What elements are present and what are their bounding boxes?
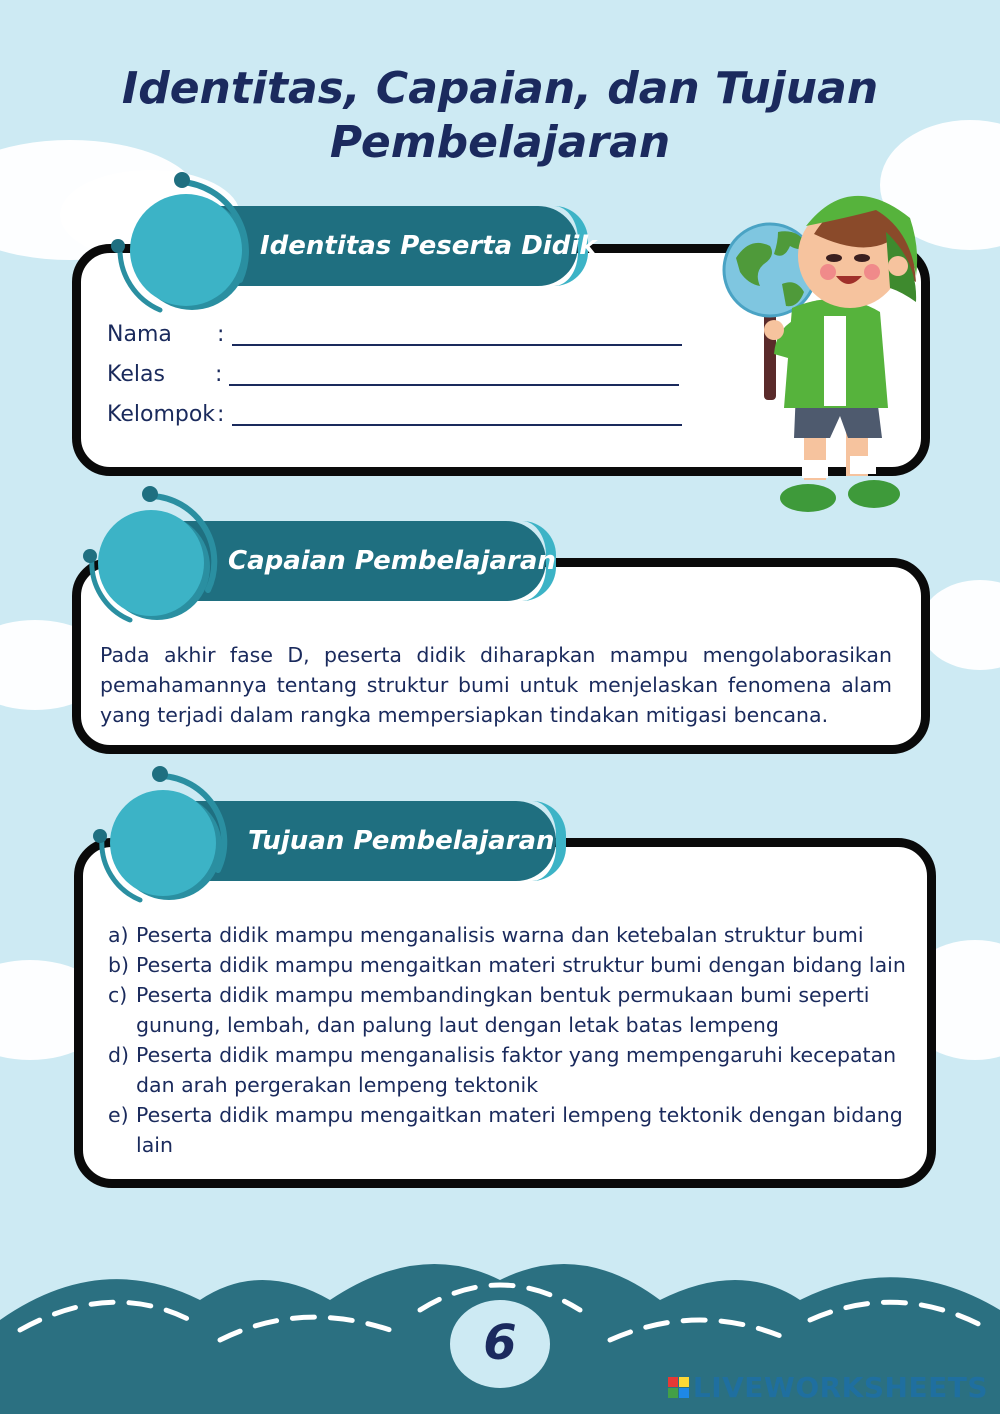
identity-header-disc <box>130 194 242 306</box>
field-colon: : <box>217 322 225 347</box>
list-item-text: Peserta didik mampu mengaitkan materi lempeng tektonik dengan bidang lain <box>136 1103 903 1157</box>
page-title-line-2: Pembelajaran <box>329 117 671 168</box>
field-label-kelas: Kelas <box>107 362 165 387</box>
list-item-text: Peserta didik mampu menganalisis faktor yang mempengaruhi kecepatan dan arah pergerakan lempeng tektonik <box>136 1043 897 1097</box>
field-label-kelompok: Kelompok <box>107 402 216 427</box>
cloud-decoration <box>920 580 1000 670</box>
achievement-header-label: Capaian Pembelajaran <box>228 546 556 576</box>
list-item <box>108 1100 908 1160</box>
field-row-kelompok <box>107 402 687 428</box>
class-input-line[interactable] <box>229 384 679 386</box>
objectives-header-disc <box>110 790 216 896</box>
field-row-nama <box>107 322 687 348</box>
achievement-text: Pada akhir fase D, peserta didik diharapkan mampu mengolaborasikan pemahamannya tentang struktur bumi untuk menjelaskan fenomena alam yang terjadi dalam rangka mempersiapkan tindakan mitigasi bencana. <box>100 643 892 727</box>
identity-header-label: Identitas Peserta Didik <box>260 231 597 261</box>
list-item <box>108 920 908 950</box>
page-title <box>0 62 1000 170</box>
list-item-text: Peserta didik mampu membandingkan bentuk permukaan bumi seperti gunung, lembah, dan palung laut dengan letak batas lempeng <box>136 983 870 1037</box>
field-label-nama: Nama <box>107 322 172 347</box>
list-item-letter: a) <box>108 923 129 947</box>
field-colon: : <box>215 362 223 387</box>
list-item <box>108 950 908 980</box>
list-item-text: Peserta didik mampu mengaitkan materi struktur bumi dengan bidang lain <box>136 953 906 977</box>
list-item-letter: c) <box>108 983 128 1007</box>
liveworksheets-icon <box>668 1377 689 1398</box>
liveworksheets-logo <box>668 1371 988 1404</box>
objectives-header-label: Tujuan Pembelajaran <box>248 826 555 856</box>
list-item <box>108 980 908 1040</box>
objectives-list <box>108 920 908 1160</box>
list-item-letter: e) <box>108 1103 129 1127</box>
group-input-line[interactable] <box>232 424 682 426</box>
name-input-line[interactable] <box>232 344 682 346</box>
page-number: 6 <box>483 1315 517 1371</box>
list-item-letter: b) <box>108 953 130 977</box>
field-colon: : <box>217 402 225 427</box>
kid-with-globe-illustration <box>722 180 932 520</box>
page-title-line-1: Identitas, Capaian, dan Tujuan <box>121 63 879 114</box>
achievement-header-disc <box>98 510 204 616</box>
list-item-text: Peserta didik mampu menganalisis warna dan ketebalan struktur bumi <box>136 923 864 947</box>
field-row-kelas <box>107 362 687 388</box>
list-item-letter: d) <box>108 1043 130 1067</box>
list-item <box>108 1040 908 1100</box>
brand-text: LIVEWORKSHEETS <box>692 1371 988 1404</box>
